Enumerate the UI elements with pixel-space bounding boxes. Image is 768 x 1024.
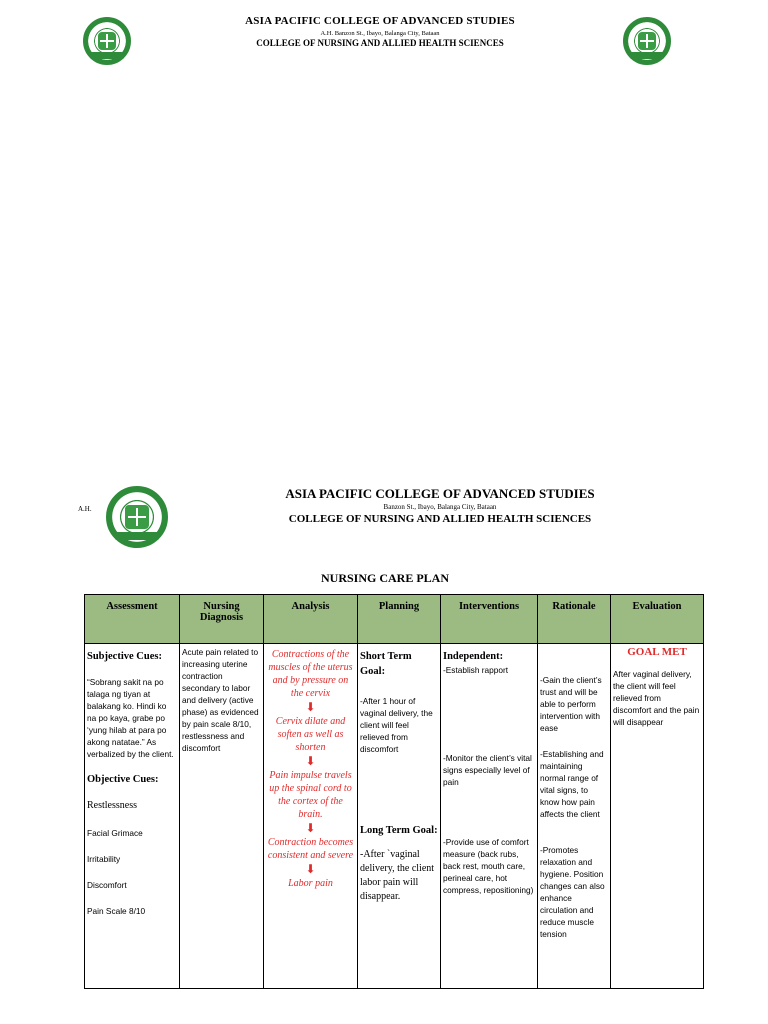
header2-subtitle: COLLEGE OF NURSING AND ALLIED HEALTH SCIENCES [288,513,592,525]
short-term-label: Short Term Goal: [360,651,412,677]
objective-cue: Pain Scale 8/10 [87,906,146,916]
analysis-step: Cervix dilate and soften as well as shorten [275,716,346,753]
interventions-cell [441,644,538,989]
subjective-label: Subjective Cues: [87,651,162,662]
long-term-text: -After `vaginal delivery, the client labor pain will disappear. [360,849,435,902]
column-header: Assessment [85,595,180,644]
independent-label: Independent: [443,651,504,662]
table-header-row [85,595,704,644]
column-header: Interventions [441,595,538,644]
analysis-step: Contractions of the muscles of the uterus and by pressure on the cervix [268,649,353,699]
long-term-label: Long Term Goal: [360,825,438,836]
column-header: Analysis [264,595,358,644]
column-header: Nursing Diagnosis [180,595,264,644]
intervention-item: -Monitor the client’s vital signs especially level of pain [443,753,532,787]
analysis-step: Pain impulse travels up the spinal cord to the cortex of the brain. [269,770,352,820]
column-header: Planning [358,595,441,644]
objective-cue: Irritability [87,854,121,864]
objective-label: Objective Cues: [87,774,159,785]
objective-cue: Facial Grimace [87,828,143,838]
analysis-cell [264,644,358,989]
rationale-item: -Establishing and maintaining normal range of vital signs, to know how pain affects the client [540,749,604,819]
analysis-step: Labor pain [288,878,333,889]
intervention-item: -Provide use of comfort measure (back rubs, back rest, mouth care, perineal care, hot compress, repositioning) [443,837,534,895]
college-seal-left [83,17,131,65]
analysis-step: Contraction becomes consistent and severe [267,837,354,861]
down-arrow-icon: ⬇ [305,700,316,714]
college-seal-right [623,17,671,65]
down-arrow-icon: ⬇ [305,862,316,876]
header2-title: ASIA PACIFIC COLLEGE OF ADVANCED STUDIES [285,486,595,501]
rationale-cell [538,644,611,989]
rationale-item: -Promotes relaxation and hygiene. Position changes can also enhance circulation and reduce muscle tension [540,845,605,939]
evaluation-cell [611,644,704,989]
column-header: Rationale [538,595,611,644]
college-seal-center [106,486,168,548]
subjective-quote: “Sobrang sakit na po talaga ng tiyan at balakang ko. Hindi ko na po kaya, grabe po ‘yung hilab at para po akong natatae.” As verbalized by the client. [87,677,174,759]
short-term-text: -After 1 hour of vaginal delivery, the client will feel relieved from discomfort [360,696,433,754]
rationale-item: -Gain the client’s trust and will be able to perform intervention with ease [540,675,602,733]
header1-subtitle: COLLEGE OF NURSING AND ALLIED HEALTH SCIENCES [256,38,504,48]
assessment-cell [85,644,180,989]
document-title: NURSING CARE PLAN [320,571,449,585]
table-row [85,644,704,989]
planning-cell [358,644,441,989]
objective-cue: Discomfort [87,880,127,890]
objective-cue: Restlessness [87,800,137,811]
down-arrow-icon: ⬇ [305,821,316,835]
down-arrow-icon: ⬇ [305,754,316,768]
goal-status: GOAL MET [627,646,687,658]
header1-title: ASIA PACIFIC COLLEGE OF ADVANCED STUDIES [245,15,515,27]
diagnosis-text: Acute pain related to increasing uterine contraction secondary to labor and delivery (active phase) as evidenced by pain scale 8/10, restlessness and discomfort [182,647,259,753]
intervention-item: -Establish rapport [443,665,509,675]
diagnosis-cell [180,644,264,989]
nursing-care-plan-table [84,594,704,989]
header2-address: Banzon St., Ibayo, Balanga City, Bataan [383,503,497,511]
header2-prefix: A.H. [78,505,92,513]
column-header: Evaluation [611,595,704,644]
header1-address: A.H. Banzon St., Ibayo, Balanga City, Bataan [320,30,440,37]
evaluation-text: After vaginal delivery, the client will feel relieved from discomfort and the pain will disappear [613,669,700,727]
